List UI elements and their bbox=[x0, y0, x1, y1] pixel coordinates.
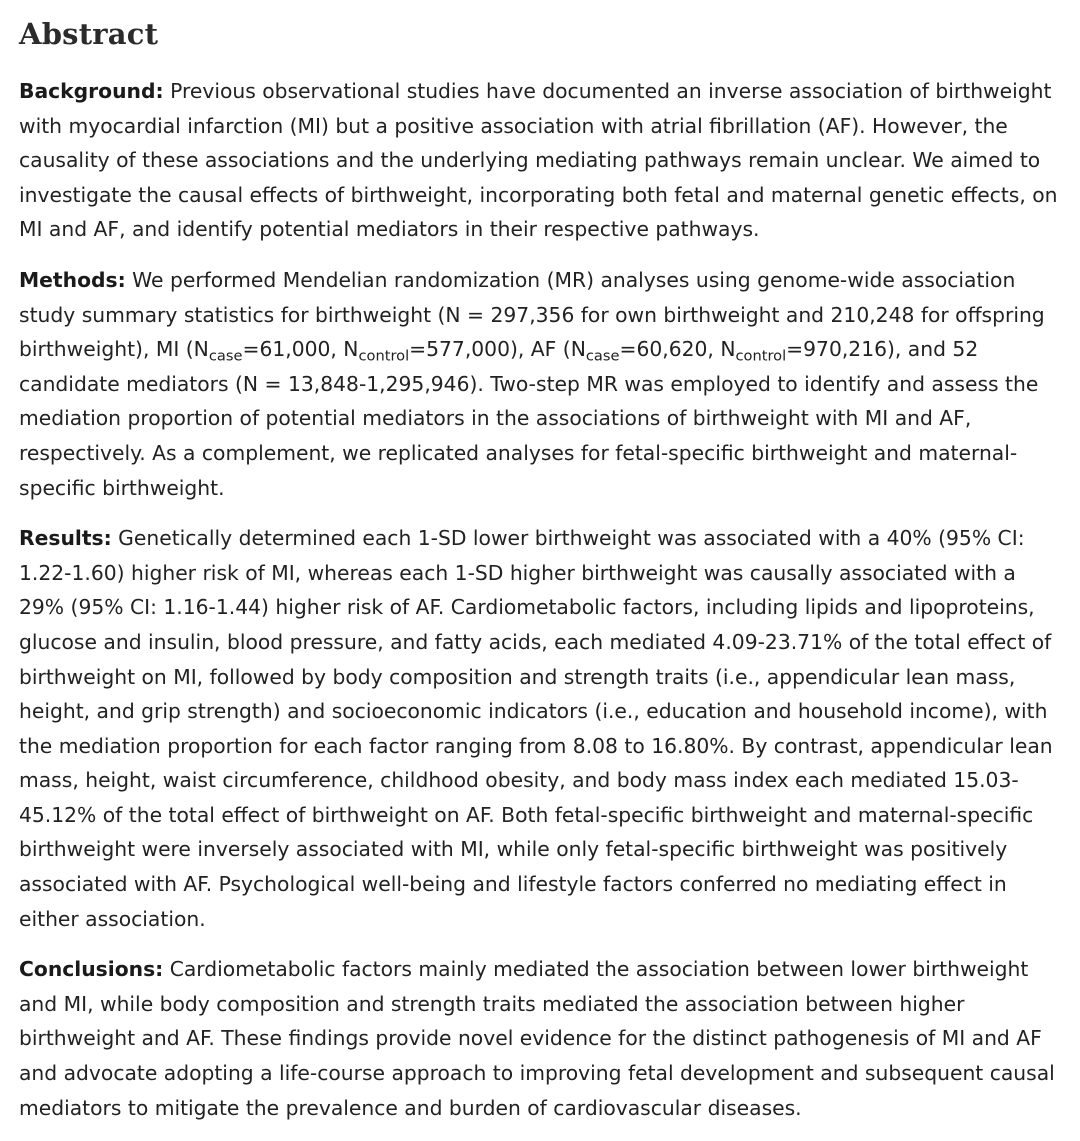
background-text: Previous observational studies have documented an inverse association of birthweight with myocardial infarction (MI) but a positive association with atrial fibrillation (AF). However, the causality of these associations and the underlying mediating pathways remain unclear. We aimed to investigate the causal effects of birthweight, incorporating both fetal and maternal genetic effects, on MI and AF, and identify potential mediators in their respective pathways. bbox=[19, 79, 1058, 242]
background-paragraph bbox=[19, 74, 1064, 247]
conclusions-label: Conclusions: bbox=[19, 957, 164, 982]
methods-paragraph bbox=[19, 263, 1064, 505]
methods-subscript-control-mi: control bbox=[358, 347, 410, 365]
results-label: Results: bbox=[19, 526, 112, 551]
methods-text-4: =60,620, N bbox=[619, 337, 736, 362]
background-label: Background: bbox=[19, 79, 164, 103]
methods-text-5: =970,216), and 52 candidate mediators (N = 13,848-1,295,946). Two-step MR was employed to identify and assess the mediation proportion of potential mediators in the associations of birthweight with MI and AF, respectively. As a complement, we replicated analyses for fetal-specific birthweight and maternal-specific birthweight. bbox=[19, 337, 1039, 500]
results-text: Genetically determined each 1-SD lower birthweight was associated with a 40% (95% CI: 1.22-1.60) higher risk of MI, whereas each 1-SD higher birthweight was causally associated with a 29% (95% CI: 1.16-1.44) higher risk of AF. Cardiometabolic factors, including lipids and lipoproteins, glucose and insulin, blood pressure, and fatty acids, each mediated 4.09-23.71% of the total effect of birthweight on MI, followed by body composition and strength traits (i.e., appendicular lean mass, height, and grip strength) and socioeconomic indicators (i.e., education and household income), with the mediation proportion for each factor ranging from 8.08 to 16.80%. By contrast, appendicular lean mass, height, waist circumference, childhood obesity, and body mass index each mediated 15.03-45.12% of the total effect of birthweight on AF. Both fetal-specific birthweight and maternal-specific birthweight were inversely associated with MI, while only fetal-specific birthweight was positively associated with AF. Psychological well-being and lifestyle factors conferred no mediating effect in either association. bbox=[19, 526, 1053, 931]
conclusions-paragraph bbox=[19, 952, 1064, 1125]
methods-subscript-control-af: control bbox=[735, 347, 787, 365]
methods-text-2: =61,000, N bbox=[242, 337, 359, 362]
methods-text-3: =577,000), AF (N bbox=[409, 337, 586, 362]
methods-subscript-case-mi: case bbox=[208, 347, 243, 365]
methods-subscript-case-af: case bbox=[585, 347, 620, 365]
conclusions-text: Cardiometabolic factors mainly mediated the association between lower birthweight and MI, while body composition and strength traits mediated the association between higher birthweight and AF. These findings provide novel evidence for the distinct pathogenesis of MI and AF and advocate adopting a life-course approach to improving fetal development and subsequent causal mediators to mitigate the prevalence and burden of cardiovascular diseases. bbox=[19, 957, 1055, 1120]
results-paragraph bbox=[19, 521, 1064, 936]
abstract-heading: Abstract bbox=[19, 17, 159, 51]
methods-label: Methods: bbox=[19, 267, 126, 292]
methods-text-1: We performed Mendelian randomization (MR) analyses using genome-wide association study summary statistics for birthweight (N = 297,356 for own birthweight and 210,248 for offspring birthweight), MI (N bbox=[19, 267, 1045, 362]
abstract-container bbox=[19, 0, 1064, 1125]
